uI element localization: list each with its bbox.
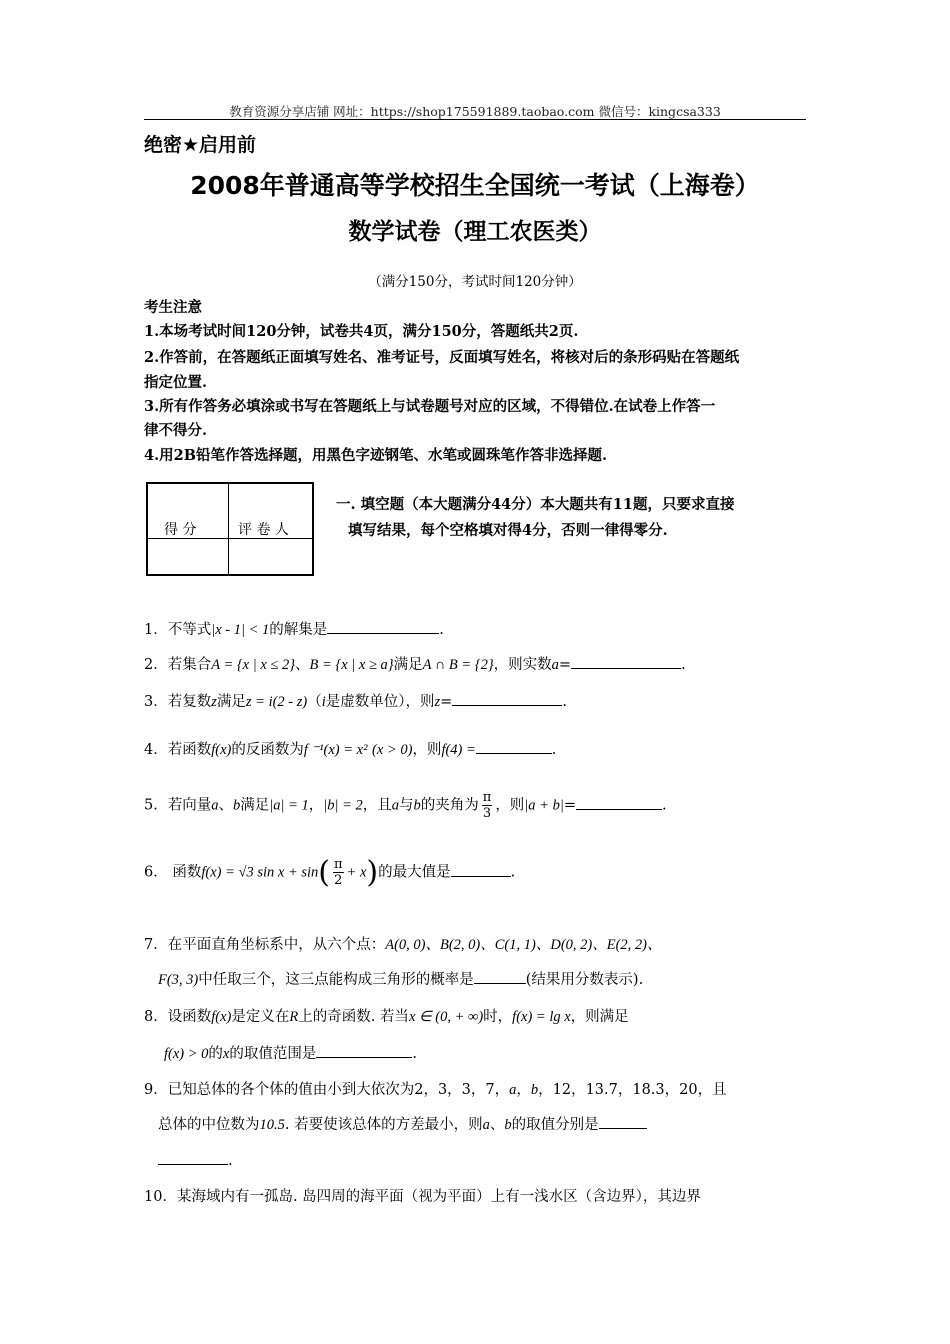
header-rule: [144, 119, 806, 120]
fraction-pi-over-3: $\frac{\pi}{3}$: [482, 790, 492, 821]
exam-info: （满分150分，考试时间120分钟）: [368, 274, 582, 290]
section1-instructions: 填写结果，每个空格填对得4分，否则一律得零分.: [348, 522, 668, 539]
section1-heading: 一. 填空题（本大题满分44分）本大题共有11题，只要求直接: [336, 496, 735, 513]
notice-item-1: 1.本场考试时间120分钟，试卷共4页，满分150分，答题纸共2页.: [144, 323, 579, 340]
question-9-cont: 总体的中位数为10.5. 若要使该总体的方差最小，则a、b的取值分别是: [158, 1113, 647, 1134]
fraction-pi-over-2: $\frac{\pi}{2}$: [334, 857, 343, 888]
question-2: 2．若集合A = {x | x ≤ 2}、B = {x | x ≥ a}满足A ∩ B = {2}，则实数a= .: [144, 653, 686, 674]
question-9-cont2: .: [158, 1150, 233, 1169]
question-5: 5．若向量a、b满足|a| = 1，|b| = 2，且a与b的夹角为 $\frac{\pi}{3}$ ，则|a + b|= .: [144, 790, 667, 821]
answer-blank[interactable]: [158, 1150, 228, 1165]
answer-blank[interactable]: [476, 739, 552, 754]
notice-item-3-cont: 律不得分.: [144, 422, 208, 439]
header-text: 教育资源分享店铺 网址：https://shop175591889.taobao.com 微信号：kingcsa333: [229, 104, 721, 119]
answer-blank[interactable]: [327, 619, 439, 634]
answer-blank[interactable]: [571, 654, 681, 669]
notice-item-2-cont: 指定位置.: [144, 374, 208, 391]
question-7: 7．在平面直角坐标系中，从六个点：A(0, 0)、B(2, 0)、C(1, 1)、D(0, 2)、E(2, 2)、: [144, 937, 662, 953]
score-table: [146, 482, 314, 576]
question-8: 8．设函数f(x)是定义在R上的奇函数. 若当x ∈ (0, + ∞)时，f(x) = lg x，则满足: [144, 1009, 629, 1025]
notice-item-3: 3.所有作答务必填涂或书写在答题纸上与试卷题号对应的区域，不得错位.在试卷上作答一: [144, 398, 716, 415]
question-4: 4．若函数f(x)的反函数为f ⁻¹(x) = x² (x > 0)，则f(4) = .: [144, 738, 556, 759]
question-8-cont: f(x) > 0的x的取值范围是 .: [164, 1042, 417, 1063]
answer-blank[interactable]: [474, 969, 526, 984]
answer-blank[interactable]: [599, 1114, 647, 1129]
notice-heading: 考生注意: [144, 299, 202, 316]
sub-title: 数学试卷（理工农医类）: [348, 219, 602, 245]
grader-label: 评 卷 人: [238, 522, 289, 538]
question-9: 9．已知总体的各个体的值由小到大依次为2，3，3，7，a，b，12，13.7，18.3，20，且: [144, 1082, 727, 1098]
secret-label: 绝密★启用前: [144, 134, 257, 156]
question-7-cont: F(3, 3)中任取三个，这三点能构成三角形的概率是 (结果用分数表示).: [158, 968, 643, 989]
notice-item-4: 4.用2B铅笔作答选择题，用黑色字迹钢笔、水笔或圆珠笔作答非选择题.: [144, 447, 608, 464]
answer-blank[interactable]: [452, 691, 562, 706]
answer-blank[interactable]: [316, 1043, 412, 1058]
question-10: 10．某海域内有一孤岛. 岛四周的海平面（视为平面）上有一浅水区（含边界），其边界: [144, 1189, 701, 1205]
question-6: 6． 函数f(x) = √3 sin x + sin( $\frac{\pi}{2}$ + x)的最大值是 .: [144, 855, 516, 890]
answer-blank[interactable]: [451, 862, 511, 877]
question-1: 1．不等式|x - 1| < 1的解集是 .: [144, 618, 444, 639]
main-title: 2008年普通高等学校招生全国统一考试（上海卷）: [190, 171, 760, 200]
answer-blank[interactable]: [576, 795, 662, 810]
score-label: 得 分: [164, 522, 197, 538]
notice-item-2: 2.作答前，在答题纸正面填写姓名、准考证号，反面填写姓名，将核对后的条形码贴在答题纸: [144, 349, 740, 366]
question-3: 3．若复数z满足z = i(2 - z)（i是虚数单位），则z= .: [144, 690, 567, 711]
